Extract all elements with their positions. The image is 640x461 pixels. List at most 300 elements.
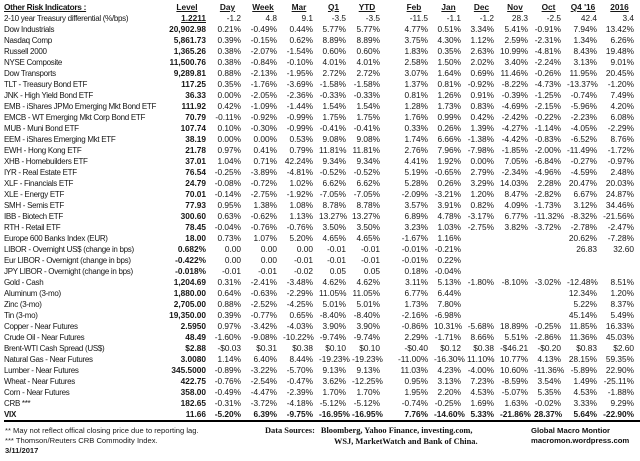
column-header-mar: Mar [291,2,307,12]
value-cell: -3.48% [286,277,313,287]
value-cell: -1.60% [214,332,241,342]
value-cell: 11.85% [569,321,597,331]
table-row [4,299,640,310]
value-cell: -$0.40 [404,343,428,353]
row-label: Eur LIBOR - Overnignt (change in bps) [4,256,131,265]
value-cell: 9.34% [322,156,346,166]
column-spacer [386,266,398,277]
column-spacer [386,321,398,332]
value-cell: 0.00 [296,244,313,254]
value-cell: 5.49% [610,310,634,320]
column-header-q4-16: Q4 '16 [570,2,596,12]
value-cell: 5.77% [322,24,346,34]
value-cell: 28.37% [534,409,563,419]
level-cell: 5,861.73 [173,35,206,45]
value-cell: 9.13% [322,365,346,375]
value-cell: 5.28% [404,178,428,188]
table-row [4,156,640,167]
value-cell: 0.38% [217,46,241,56]
value-cell: -2.09% [401,189,428,199]
value-cell: -3.72% [534,222,561,232]
value-cell: -5.89% [570,365,597,375]
value-cell: 3.13% [437,376,461,386]
value-cell: -5.70% [286,365,313,375]
value-cell: -3.69% [286,79,313,89]
value-cell [467,244,500,255]
value-cell: 0.69% [470,68,494,78]
value-cell: -0.22% [534,112,561,122]
value-cell: 3.40% [504,57,528,67]
value-cell: 3.23% [404,222,428,232]
value-cell: 1.02% [289,178,313,188]
value-cell: 8.89% [322,35,346,45]
value-cell: 10.99% [500,46,529,56]
table-row [4,244,640,255]
value-cell: 0.00 [260,255,277,265]
value-cell: 3.54% [537,376,561,386]
value-cell: 1.75% [322,112,346,122]
value-cell: -1.71% [434,332,461,342]
value-cell: 6.77% [504,211,528,221]
row-label: 2-10 year Treasury differential (%/bps) [4,14,129,23]
value-cell [500,310,534,321]
value-cell [603,255,640,266]
value-cell: 6.44% [437,288,461,298]
value-cell: -0.01 [294,255,313,265]
value-cell: -2.24% [534,57,561,67]
row-label: LIBOR - Overnight US$ (change in bps) [4,245,134,254]
value-cell: 0.82% [470,200,494,210]
value-cell: 0.00% [253,134,277,144]
column-header-q1: Q1 [327,2,340,12]
value-cell: 0.39% [217,310,241,320]
value-cell: -3.5 [331,13,346,23]
row-label: Copper - Near Futures [4,322,78,331]
value-cell: 4.77% [404,24,428,34]
value-cell: -1.25% [534,90,561,100]
value-cell: 4.01% [322,57,346,67]
value-cell: 1.20% [470,189,494,199]
value-cell: -21.86% [500,409,531,419]
column-header-dec: Dec [473,2,490,12]
row-label: Natural Gas - Near Futures [4,355,93,364]
value-cell: 5.35% [537,387,561,397]
value-cell: 6.26% [610,35,634,45]
value-cell: 1.08% [289,200,313,210]
value-cell: 42.24% [284,156,313,166]
value-cell: -4.69% [501,101,528,111]
value-cell: -1.76% [250,79,277,89]
value-cell: 1.12% [470,35,494,45]
table-row [4,211,640,222]
column-spacer [386,409,398,421]
value-cell [467,288,500,299]
report-date: 3/11/2017 [5,445,39,455]
value-cell: 5.51% [504,332,528,342]
level-cell: 24.79 [185,178,206,188]
value-cell: -2.13% [250,68,277,78]
value-cell: -0.76% [250,222,277,232]
value-cell: -2.86% [534,332,561,342]
value-cell: 0.64% [217,288,241,298]
value-cell: 0.95% [217,200,241,210]
value-cell: -2.29% [286,288,313,298]
value-cell: 3.29% [470,178,494,188]
value-cell: 9.34% [356,156,380,166]
value-cell: -3.89% [250,167,277,177]
value-cell: -2.23% [570,112,597,122]
value-cell: 11.95% [569,68,597,78]
value-cell: 28.3 [511,13,528,23]
value-cell: -4.03% [286,321,313,331]
value-cell: -3.5 [365,13,380,23]
value-cell: 8.78% [322,200,346,210]
table-row [4,13,640,24]
value-cell: -0.74% [570,90,597,100]
value-cell: 0.00% [470,156,494,166]
value-cell: -9.74% [353,332,380,342]
value-cell: -0.26% [534,68,561,78]
row-label: Aluminum (3-mo) [4,289,61,298]
footnote-crb-index: *** Thomson/Reuters CRB Commodity Index. [5,435,158,445]
data-sources-label: Data Sources: [265,426,315,435]
value-cell: 4.65% [322,233,346,243]
value-cell: -11.32% [534,211,565,221]
row-label: Dow Industrials [4,25,55,34]
value-cell: 1.37% [404,79,428,89]
value-cell: 4.20% [610,101,634,111]
value-cell: 9.01% [610,57,634,67]
value-cell: 13.27% [352,211,381,221]
value-cell: 1.14% [217,354,241,364]
value-cell: 4.53% [470,387,494,397]
value-cell: -2.00% [534,145,561,155]
table-row [4,365,640,376]
value-cell: -0.02 [294,266,313,276]
value-cell: 11.05% [352,288,380,298]
value-cell: -0.52% [353,167,380,177]
value-cell: 0.05 [329,266,346,276]
table-row [4,310,640,321]
level-cell: 117.25 [181,79,206,89]
row-label: Russell 2000 [4,47,47,56]
value-cell: 1.16% [437,233,461,243]
risk-indicators-table [4,2,640,422]
table-row [4,24,640,35]
value-cell: 5.22% [573,299,597,309]
value-cell: -0.31% [214,398,241,408]
value-cell: -0.01 [327,255,346,265]
value-cell: 0.39% [217,35,241,45]
value-cell: -0.97% [607,156,634,166]
value-cell: 7.49% [610,90,634,100]
value-cell: 3.07% [404,68,428,78]
column-spacer [386,376,398,387]
value-cell: 3.12% [573,200,597,210]
value-cell: 24.87% [605,189,634,199]
level-cell: 182.65 [180,398,206,408]
value-cell: 1.64% [437,68,461,78]
table-row [4,222,640,233]
value-cell [467,299,500,310]
value-cell: 8.47% [504,189,528,199]
value-cell: -1.44% [286,101,313,111]
table-title: Other Risk Indicators : [4,2,87,12]
value-cell: -7.05% [319,189,346,199]
value-cell [603,266,640,277]
value-cell: -2.47% [607,222,634,232]
column-spacer [386,145,398,156]
value-cell: 6.77% [404,288,428,298]
row-label: NYSE Composite [4,58,63,67]
level-cell: 11.66 [185,409,206,419]
value-cell: 1.20% [610,288,634,298]
value-cell: 9.08% [322,134,346,144]
value-cell: 11.36% [569,332,597,342]
table-row [4,189,640,200]
value-cell [500,233,534,244]
value-cell: 3.62% [322,376,346,386]
value-cell [567,266,603,277]
row-label: Dow Transports [4,69,56,78]
value-cell: 0.60% [356,46,380,56]
column-spacer [386,222,398,233]
value-cell: 0.18% [404,266,428,276]
value-cell: 0.33% [404,123,428,133]
value-cell [500,288,534,299]
value-cell: -1.72% [607,145,634,155]
level-cell: $2.88 [185,343,206,353]
value-cell [534,244,567,255]
value-cell: 0.91% [470,90,494,100]
table-row [4,255,640,266]
table-row [4,35,640,46]
data-sources [265,426,517,447]
value-cell: 3.90% [322,321,346,331]
value-cell: -4.42% [501,134,528,144]
value-cell: 2.28% [537,178,561,188]
value-cell: 4.62% [356,277,380,287]
value-cell: 13.27% [319,211,348,221]
value-cell: -1.20% [607,79,634,89]
value-cell [534,266,567,277]
level-cell: 38.19 [185,134,206,144]
value-cell: -2.05% [250,90,277,100]
table-row [4,112,640,123]
value-cell: 2.58% [404,57,428,67]
value-cell: 0.81% [404,90,428,100]
value-cell: -4.81% [534,46,561,56]
value-cell: -5.68% [467,321,494,331]
row-label: Corn - Near Futures [4,388,70,397]
value-cell: -2.75% [467,222,494,232]
row-label: EMCB - WT Emerging Mkt Corp Bond ETF [4,113,146,122]
value-cell: -0.62% [250,211,277,221]
value-cell: -0.91% [534,24,561,34]
value-cell: 2.02% [470,57,494,67]
value-cell: -7.05% [353,189,380,199]
value-cell: -6.84% [534,156,561,166]
row-label: XLE - Energy ETF [4,190,65,199]
value-cell: -5.12% [319,398,346,408]
value-cell: 1.74% [404,134,428,144]
value-cell: -11.5 [409,13,428,23]
brand-block [517,426,638,446]
value-cell: -0.14% [214,189,241,199]
table-row [4,376,640,387]
value-cell: 1.50% [437,57,461,67]
value-cell: 0.38% [217,57,241,67]
level-cell: 358.00 [180,387,206,397]
level-cell: 78.45 [185,222,206,232]
table-row [4,332,640,343]
value-cell: -2.54% [250,376,277,386]
row-label: IYR - Real Estate ETF [4,168,77,177]
value-cell: -1.38% [467,134,494,144]
value-cell: 42.4 [580,13,597,23]
column-spacer [386,332,398,343]
table-row [4,46,640,57]
level-cell: 70.01 [185,189,206,199]
level-cell: 1,204.69 [173,277,206,287]
value-cell: -11.36% [534,365,565,375]
value-cell: 12.34% [568,288,597,298]
level-cell: 1,880.00 [173,288,206,298]
value-cell [534,310,567,321]
value-cell: $0.10 [359,343,380,353]
value-cell: -4.18% [286,398,313,408]
value-cell: 0.79% [289,145,313,155]
value-cell: -0.04% [434,266,461,276]
table-row [4,288,640,299]
value-cell: 1.69% [470,398,494,408]
value-cell: -0.65% [434,167,461,177]
value-cell: 0.51% [437,24,461,34]
value-cell: 2.20% [437,387,461,397]
level-cell: 48.49 [185,332,206,342]
value-cell: 1.54% [356,101,380,111]
level-cell: 20,902.98 [169,24,206,34]
value-cell: 2.29% [404,332,428,342]
value-cell: -4.00% [467,365,494,375]
row-label: CRB *** [4,399,31,408]
value-cell: -0.89% [214,365,241,375]
value-cell: -0.01 [327,244,346,254]
row-label: EMB - iShares JPMo Emerging Mkt Bond ETF [4,102,157,111]
table-row [4,167,640,178]
value-cell: -11.49% [567,145,598,155]
column-spacer [386,244,398,255]
value-cell: -3.42% [250,321,277,331]
value-cell: 1.73% [437,101,461,111]
value-cell: 9.29% [610,398,634,408]
column-spacer [386,2,398,13]
value-cell [500,255,534,266]
column-spacer [386,288,398,299]
brand-name: Global Macro Montior [531,426,611,435]
value-cell: 8.51% [610,277,634,287]
value-cell: 1.07% [253,233,277,243]
level-cell: -0.422% [175,255,206,265]
value-cell: -5.20% [214,409,241,419]
value-cell: -3.72% [250,398,277,408]
value-cell: -9.08% [250,332,277,342]
value-cell: 0.95% [404,376,428,386]
value-cell: 1.04% [217,156,241,166]
value-cell: 4.8 [265,13,277,23]
row-label: Tin (3-mo) [4,311,38,320]
value-cell: 0.81% [437,79,461,89]
column-header-nov: Nov [507,2,523,12]
value-cell: 8.66% [470,332,494,342]
column-spacer [386,79,398,90]
column-spacer [386,398,398,409]
value-cell [500,244,534,255]
value-cell: 1.26% [437,90,461,100]
value-cell: -1.09% [250,101,277,111]
value-cell: 6.62% [356,178,380,188]
value-cell: 4.09% [504,200,528,210]
value-cell: 11.05% [319,288,347,298]
value-cell: 16.33% [605,321,634,331]
value-cell: 1.28% [404,101,428,111]
value-cell: 6.39% [253,409,277,419]
value-cell: -6.98% [434,310,461,320]
column-spacer [386,354,398,365]
value-cell: -2.75% [250,189,277,199]
value-cell: -19.23% [319,354,350,364]
value-cell: 6.66% [437,134,461,144]
value-cell: 18.89% [500,321,529,331]
value-cell: 1.83% [404,46,428,56]
value-cell: -2.39% [286,387,313,397]
value-cell: 34.46% [605,200,634,210]
level-cell: 2.5950 [180,321,206,331]
value-cell: -1.95% [286,68,313,78]
column-header-feb: Feb [406,2,422,12]
value-cell: 0.97% [217,321,241,331]
value-cell: -1.2 [479,13,494,23]
column-spacer [386,365,398,376]
value-cell: -4.73% [534,79,561,89]
value-cell: 10.77% [500,354,529,364]
value-cell: 2.48% [610,167,634,177]
value-cell: -4.81% [286,167,313,177]
value-cell: 1.70% [356,387,380,397]
value-cell: 8.78% [356,200,380,210]
value-cell: 1.70% [322,387,346,397]
value-cell: 4.65% [356,233,380,243]
row-label: Lumber - Near Futures [4,366,79,375]
value-cell: 0.05 [363,266,380,276]
value-cell: -0.01 [258,266,277,276]
value-cell: 0.21% [217,24,241,34]
value-cell: -8.40% [319,310,346,320]
table-row [4,409,640,421]
value-cell: $0.12 [440,343,461,353]
value-cell: -12.25% [352,376,383,386]
value-cell: 9.1 [301,13,313,23]
value-cell: 0.65% [289,310,313,320]
value-cell: 0.26% [437,178,461,188]
table-row [4,277,640,288]
table-row [4,57,640,68]
value-cell: -16.30% [434,354,465,364]
value-cell: 5.13% [437,277,461,287]
brand-url[interactable]: macromon.wordpress.com [531,436,630,445]
column-header-day: Day [219,2,236,12]
level-cell: 107.74 [180,123,206,133]
